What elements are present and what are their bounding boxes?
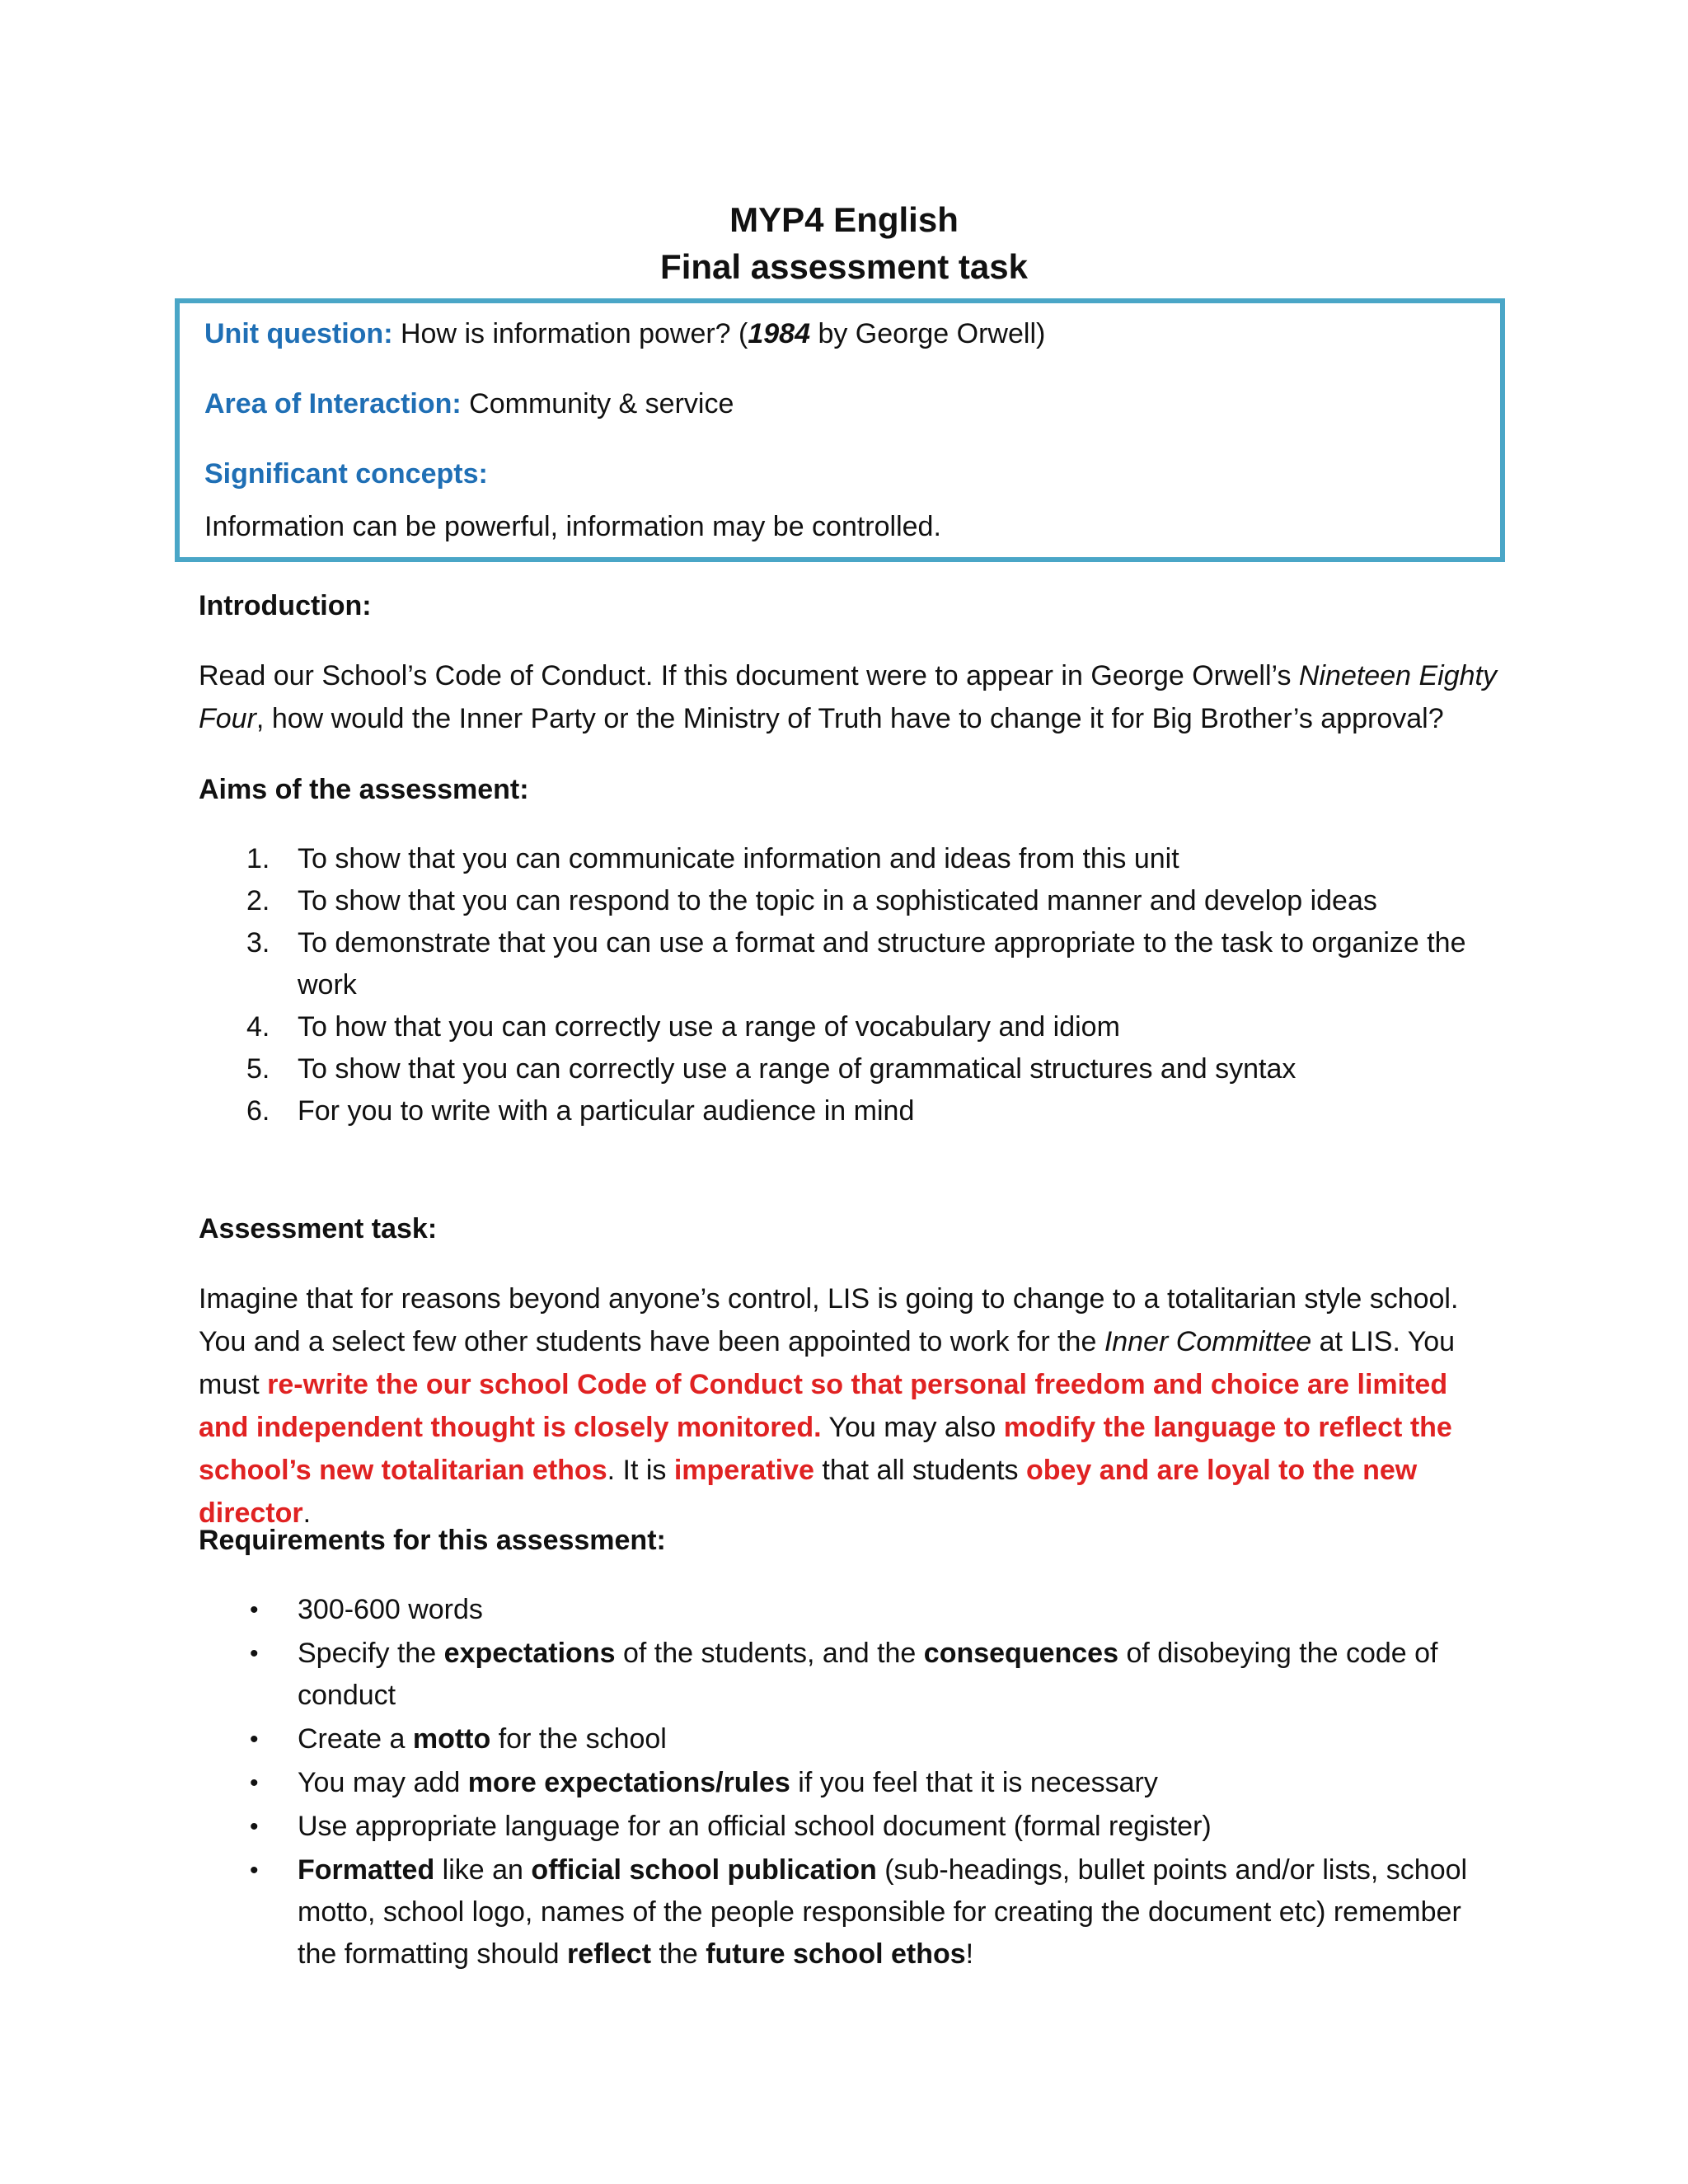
list-item [199, 880, 1501, 922]
list-item [199, 1806, 1501, 1848]
list-number: 4. [246, 1011, 270, 1043]
area-text: Community & service [461, 388, 734, 419]
assessment-task-paragraph [199, 1277, 1501, 1535]
list-item [199, 1048, 1501, 1090]
req-6-b: like an [434, 1854, 532, 1886]
list-number: 3. [246, 927, 270, 958]
requirements-list [199, 1589, 1501, 1977]
assessment-task-heading: Assessment task: [199, 1213, 438, 1244]
list-item [199, 1006, 1501, 1048]
bullet: • [250, 1857, 259, 1884]
introduction-heading: Introduction: [199, 590, 372, 621]
document-title [0, 196, 1688, 290]
task-text-2: at LIS. You must [199, 1326, 1456, 1400]
req-4-c: if you feel that it is necessary [790, 1767, 1158, 1798]
bullet: • [250, 1813, 259, 1840]
requirements-heading-wrap [199, 1519, 1501, 1562]
req-3-c: for the school [490, 1723, 667, 1755]
introduction-paragraph [199, 654, 1501, 740]
bullet: • [250, 1640, 259, 1667]
req-6-e: reflect [566, 1938, 652, 1970]
req-6-f: the [651, 1938, 706, 1970]
list-number: 6. [246, 1095, 270, 1127]
bullet: • [250, 1726, 259, 1753]
aims-list [199, 838, 1501, 1132]
req-4-b: more expectations/rules [467, 1767, 790, 1798]
req-3-b: motto [412, 1723, 491, 1755]
task-red-4: obey and are loyal to the new director [199, 1455, 1418, 1529]
task-red-1: re-write the our school Code of Conduct so that personal freedom and choice are limited and independent thought is closely monitored. [199, 1369, 1448, 1443]
introduction-text-1: Read our School’s Code of Conduct. If this document were to appear in George Orwell’s [199, 660, 1299, 691]
unit-info-box [175, 298, 1505, 562]
introduction-section [199, 584, 1501, 740]
req-2-e: of disobeying the code of conduct [298, 1638, 1438, 1711]
list-item-text: To demonstrate that you can use a format and structure appropriate to the task to organize the work [298, 927, 1466, 1001]
list-item-text: For you to write with a particular audience in mind [298, 1095, 915, 1127]
unit-question-book: 1984 [748, 318, 810, 349]
list-item [199, 838, 1501, 880]
list-item [199, 1849, 1501, 1975]
significant-concepts-label-line [204, 458, 488, 490]
bullet: • [250, 1596, 259, 1624]
req-6-h: ! [965, 1938, 974, 1970]
task-red-2: modify the language to reflect the school’s new totalitarian ethos [199, 1412, 1452, 1486]
requirements-heading: Requirements for this assessment: [199, 1525, 666, 1556]
area-label: Area of Interaction: [204, 388, 462, 419]
req-6-c: official school publication [531, 1854, 877, 1886]
task-text-1: Imagine that for reasons beyond anyone’s control, LIS is going to change to a totalitarian style school. You and a select few other students have been appointed to work for the [199, 1283, 1459, 1357]
list-item [199, 1762, 1501, 1804]
req-2-b: expectations [443, 1638, 616, 1669]
unit-question-label: Unit question: [204, 318, 393, 349]
task-text-5: that all students [814, 1455, 1026, 1486]
unit-question-line [204, 318, 1045, 350]
task-text-6: . [302, 1497, 312, 1529]
list-item-text: To how that you can correctly use a range of vocabulary and idiom [298, 1011, 1120, 1043]
area-of-interaction-line [204, 388, 734, 420]
title-line-1: MYP4 English [729, 200, 959, 239]
unit-question-text: How is information power? ( [392, 318, 748, 349]
req-5-text: Use appropriate language for an official school document (formal register) [298, 1811, 1212, 1842]
req-4-a: You may add [298, 1767, 468, 1798]
unit-question-author: by George Orwell) [810, 318, 1046, 349]
concepts-label: Significant concepts: [204, 458, 488, 490]
task-red-3: imperative [673, 1455, 814, 1486]
req-6-g: future school ethos [706, 1938, 966, 1970]
introduction-book-title: Nineteen Eighty Four [199, 660, 1497, 734]
significant-concepts-text: Information can be powerful, information may be controlled. [204, 511, 941, 542]
aims-heading-wrap [199, 768, 1501, 811]
assessment-task-section [199, 1207, 1501, 1535]
list-item [199, 1589, 1501, 1631]
introduction-text-2: , how would the Inner Party or the Ministry of Truth have to change it for Big Brother’s approval? [256, 703, 1444, 734]
title-line-2: Final assessment task [660, 247, 1028, 286]
req-6-d: (sub-headings, bullet points and/or lists, school motto, school logo, names of the people responsible for creating the document etc) remember the formatting should [298, 1854, 1468, 1970]
list-number: 2. [246, 885, 270, 916]
list-item-text: To show that you can respond to the topic in a sophisticated manner and develop ideas [298, 885, 1377, 916]
aims-heading: Aims of the assessment: [199, 774, 529, 805]
list-number: 1. [246, 843, 270, 874]
list-item [199, 1633, 1501, 1717]
list-item-text: To show that you can communicate information and ideas from this unit [298, 843, 1179, 874]
req-6-a: Formatted [298, 1854, 435, 1886]
task-text-3: You may also [821, 1412, 1004, 1443]
list-item [199, 1718, 1501, 1760]
req-2-d: consequences [923, 1638, 1118, 1669]
list-item-text: To show that you can correctly use a range of grammatical structures and syntax [298, 1053, 1296, 1085]
bullet: • [250, 1769, 259, 1797]
task-text-4: . It is [607, 1455, 674, 1486]
req-1-text: 300-600 words [298, 1594, 483, 1625]
req-2-c: of the students, and the [615, 1638, 924, 1669]
req-2-a: Specify the [298, 1638, 444, 1669]
list-number: 5. [246, 1053, 270, 1085]
list-item [199, 1090, 1501, 1132]
req-3-a: Create a [298, 1723, 413, 1755]
list-item [199, 922, 1501, 1006]
task-committee: Inner Committee [1104, 1326, 1312, 1357]
